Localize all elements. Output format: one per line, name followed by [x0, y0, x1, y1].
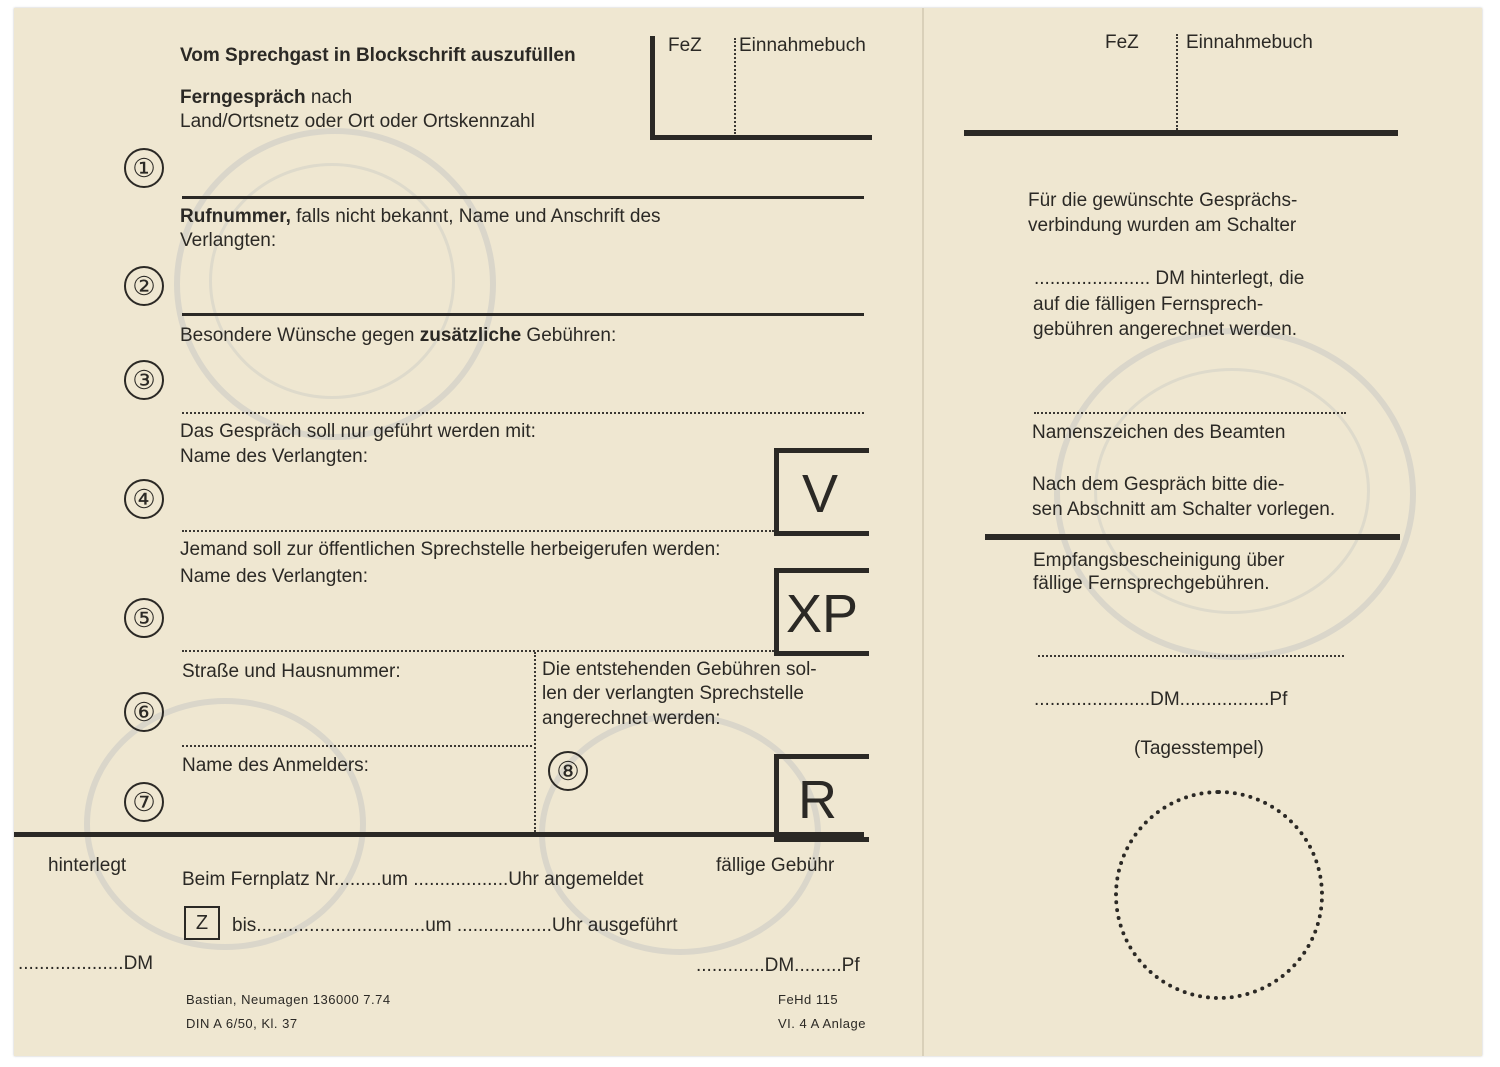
- q6-label: Straße und Hausnummer:: [182, 661, 401, 682]
- number-2-badge: ②: [124, 266, 164, 306]
- number-8-badge: ⑧: [548, 751, 588, 791]
- telephone-receipt-card: [14, 8, 1482, 1056]
- einnahmebuch-label: Einnahmebuch: [739, 35, 866, 56]
- number-3-badge: ③: [124, 360, 164, 400]
- form-title: Vom Sprechgast in Blockschrift auszufüllen: [180, 45, 576, 66]
- right-p4-line1: Empfangsbescheinigung über: [1033, 550, 1285, 571]
- number-5-badge: ⑤: [124, 598, 164, 638]
- right-p2-line3: gebühren angerechnet werden.: [1033, 319, 1298, 340]
- fez-box-left-border: [650, 36, 655, 140]
- right-p4-line2: fällige Fernsprechgebühren.: [1033, 573, 1270, 594]
- q1-answer-line[interactable]: [182, 196, 864, 199]
- deposit-dm-field[interactable]: ...................... DM hinterlegt, die: [1034, 268, 1305, 289]
- right-fez-divider: [1176, 34, 1178, 130]
- receipt-signature-line[interactable]: [1038, 655, 1344, 657]
- bottom-section-divider: [14, 832, 864, 837]
- printer-imprint: Bastian, Neumagen 136000 7.74: [186, 992, 391, 1007]
- right-fez-label: FeZ: [1105, 32, 1139, 53]
- q1-label: Ferngespräch nach: [180, 87, 353, 108]
- xp-box-letter: XP: [786, 584, 859, 644]
- form-annex: VI. 4 A Anlage: [778, 1016, 866, 1031]
- dm-pf-fee-field[interactable]: .............DM.........Pf: [696, 955, 860, 976]
- q6-q8-divider: [534, 652, 536, 832]
- right-p2-line2: auf die fälligen Fernsprech-: [1033, 294, 1264, 315]
- receipt-dm-pf-field[interactable]: ......................DM.................Pf: [1034, 689, 1288, 710]
- q2-answer-line[interactable]: [182, 313, 864, 316]
- q3-answer-line[interactable]: [182, 412, 864, 414]
- q8-label-line1: Die entstehenden Gebühren sol-: [542, 659, 817, 680]
- r-box-letter: R: [798, 770, 837, 830]
- q2-label: Rufnummer, falls nicht bekannt, Name und Anschrift des: [180, 206, 661, 227]
- right-p3-line2: sen Abschnitt am Schalter vorlegen.: [1032, 499, 1336, 520]
- right-fez-bottom-line: [964, 130, 1398, 136]
- date-stamp-circle[interactable]: [1114, 790, 1324, 1000]
- q5-label: Jemand soll zur öffentlichen Sprechstelle herbeigerufen werden:: [180, 539, 721, 560]
- q4-label: Das Gespräch soll nur geführt werden mit:: [180, 421, 536, 442]
- q6-answer-line[interactable]: [182, 745, 532, 747]
- right-p1-line2: verbindung wurden am Schalter: [1028, 215, 1297, 236]
- fernplatz-row[interactable]: Beim Fernplatz Nr.........um ..................Uhr angemeldet: [182, 869, 644, 890]
- fez-label: FeZ: [668, 35, 702, 56]
- official-signature-line[interactable]: [1034, 412, 1346, 414]
- right-section-divider: [985, 534, 1400, 540]
- dm-deposit-field[interactable]: ....................DM: [18, 953, 154, 974]
- form-code: FeHd 115: [778, 992, 839, 1007]
- perforation-fold: [922, 8, 924, 1056]
- q2-sublabel: Verlangten:: [180, 230, 277, 251]
- q1-sublabel: Land/Ortsnetz oder Ort oder Ortskennzahl: [180, 111, 535, 132]
- v-box-letter: V: [802, 464, 839, 524]
- din-format: DIN A 6/50, Kl. 37: [186, 1016, 298, 1031]
- number-7-badge: ⑦: [124, 782, 164, 822]
- q3-label: Besondere Wünsche gegen zusätzliche Gebühren:: [180, 325, 617, 346]
- z-box[interactable]: Z: [184, 906, 220, 940]
- q5-sublabel: Name des Verlangten:: [180, 566, 369, 587]
- faellige-gebuehr-label: fällige Gebühr: [716, 855, 835, 876]
- namenszeichen-label: Namenszeichen des Beamten: [1032, 422, 1286, 443]
- bis-row[interactable]: bis................................um ..................Uhr ausgeführt: [232, 915, 678, 936]
- right-p3-line1: Nach dem Gespräch bitte die-: [1032, 474, 1285, 495]
- q4-sublabel: Name des Verlangten:: [180, 446, 369, 467]
- q8-label-line2: len der verlangten Sprechstelle: [542, 683, 804, 704]
- fez-divider: [734, 38, 736, 134]
- hinterlegt-label: hinterlegt: [48, 855, 127, 876]
- q7-label: Name des Anmelders:: [182, 755, 369, 776]
- fez-box-bottom-border: [650, 135, 872, 140]
- number-4-badge: ④: [124, 479, 164, 519]
- tagesstempel-label: (Tagesstempel): [1134, 738, 1264, 759]
- number-6-badge: ⑥: [124, 692, 164, 732]
- q5-answer-line[interactable]: [182, 650, 774, 652]
- right-p1-line1: Für die gewünschte Gesprächs-: [1028, 190, 1298, 211]
- faint-postmark: [84, 698, 366, 950]
- q4-answer-line[interactable]: [182, 530, 774, 532]
- q8-label-line3: angerechnet werden:: [542, 708, 721, 729]
- number-1-badge: ①: [124, 148, 164, 188]
- right-einnahmebuch-label: Einnahmebuch: [1186, 32, 1313, 53]
